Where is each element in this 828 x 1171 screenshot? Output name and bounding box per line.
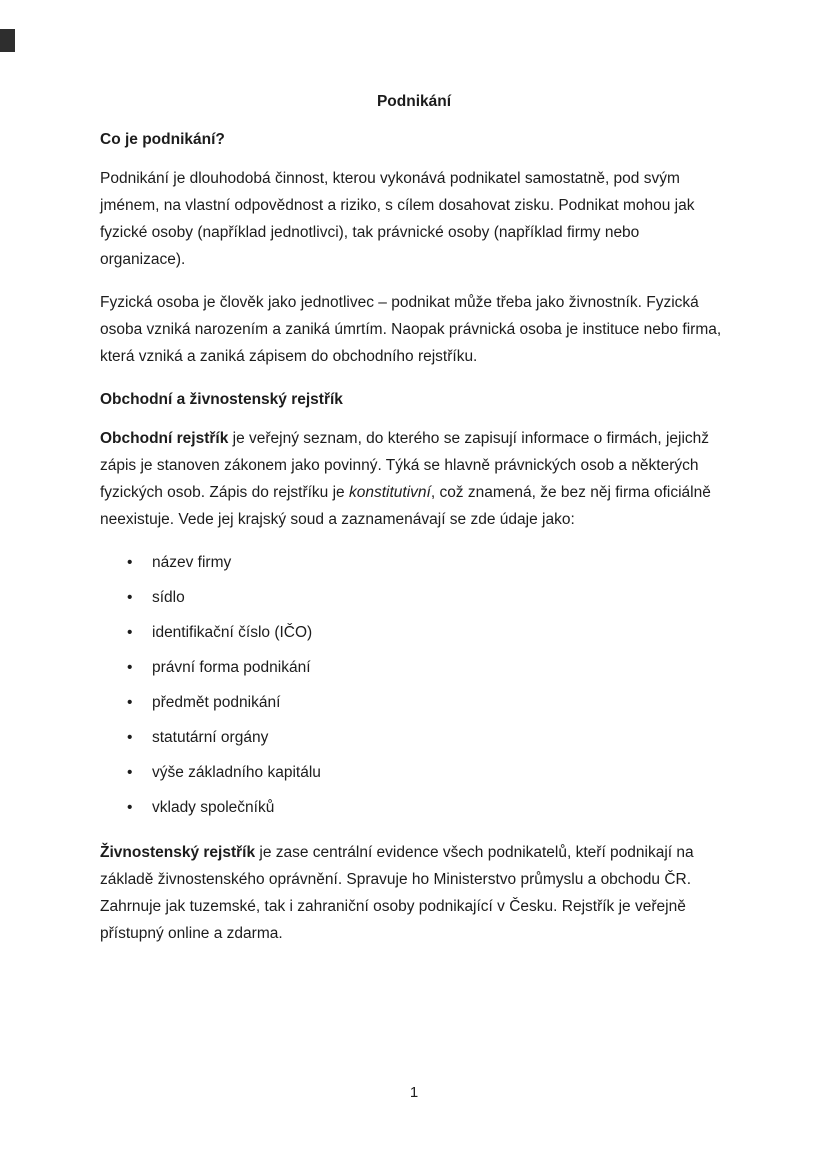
paragraph-zivnostensky-rejstrik — [100, 839, 728, 947]
screen-edge-artifact — [0, 29, 15, 52]
list-item: • výše základního kapitálu — [152, 759, 728, 786]
page-number: 1 — [409, 1084, 419, 1101]
paragraph-text: , což znamená, že bez něj firma oficiálně neexistuje. Vede jej krajský soud a zaznamenávají se zde údaje jako: — [100, 484, 711, 528]
list-item: • sídlo — [152, 584, 728, 611]
list-item: • statutární orgány — [152, 724, 728, 751]
bold-zivnostensky-rejstrik: Živnostenský rejstřík — [100, 844, 256, 861]
rejstrik-items-list — [100, 549, 728, 821]
list-item: • identifikační číslo (IČO) — [152, 619, 728, 646]
list-item: • vklady společníků — [152, 794, 728, 821]
bold-obchodni-rejstrik: Obchodní rejstřík — [100, 430, 229, 447]
list-item: • název firmy — [152, 549, 728, 576]
paragraph-obchodni-rejstrik — [100, 425, 728, 533]
list-item: • předmět podnikání — [152, 689, 728, 716]
paragraph-podnikani-definition: Podnikání je dlouhodobá činnost, kterou vykonává podnikatel samostatně, pod svým jménem, na vlastní odpovědnost a riziko, s cílem dosahovat zisku. Podnikat mohou jak fyzické osoby (například jednotlivci), tak právnické osoby (například firmy nebo organizace). — [100, 170, 695, 268]
document-title: Podnikání — [376, 93, 452, 110]
section-heading-rejstriky: Obchodní a živnostenský rejstřík — [100, 391, 343, 408]
section-heading-co-je-podnikani: Co je podnikání? — [100, 131, 225, 148]
paragraph-fyzicka-osoba: Fyzická osoba je člověk jako jednotlivec – podnikat může třeba jako živnostník. Fyzická osoba vzniká narozením a zaniká úmrtím. Naopak právnická osoba je instituce nebo firma, která vzniká a zaniká zápisem do obchodního rejstříku. — [100, 294, 722, 365]
paragraph-text: je zase centrální evidence všech podnikatelů, kteří podnikají na základě živnostenského oprávnění. Spravuje ho Ministerstvo průmyslu a obchodu ČR. Zahrnuje jak tuzemské, tak i zahraniční osoby podnikající v Česku. Rejstřík je veřejně přístupný online a zdarma. — [100, 844, 694, 942]
document-content — [100, 88, 728, 947]
italic-konstitutivni: konstitutivní — [348, 484, 431, 501]
list-item: • právní forma podnikání — [152, 654, 728, 681]
paragraph-text: je veřejný seznam, do kterého se zapisují informace o firmách, jejichž zápis je stanoven zákonem jako povinný. Týká se hlavně právnických osob a některých fyzických osob. Zápis do rejstříku je — [100, 430, 710, 501]
